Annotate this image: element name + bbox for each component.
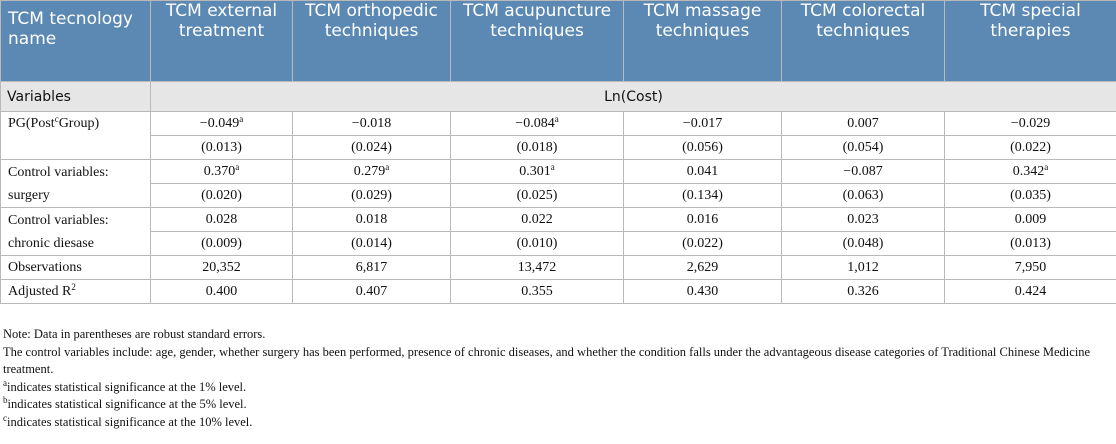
variables-label: Variables	[1, 82, 151, 112]
se-cell: (0.063)	[782, 184, 945, 208]
row-label-pg: PG(Post$^c$Group)	[1, 112, 151, 160]
se-cell: (0.022)	[624, 232, 782, 256]
se-cell: (0.020)	[151, 184, 293, 208]
variables-row	[1, 82, 1116, 112]
r2-cell: 0.326	[782, 280, 945, 304]
header-col-orthopedic: TCM orthopedic techniques	[293, 1, 451, 82]
observations-cell: 20,352	[151, 256, 293, 280]
coef-cell: −0.084$^a$	[451, 112, 624, 136]
se-cell: (0.013)	[151, 136, 293, 160]
r2-cell: 0.424	[945, 280, 1116, 304]
header-col-colorectal: TCM colorectal techniques	[782, 1, 945, 82]
se-cell: (0.010)	[451, 232, 624, 256]
coef-cell: 0.301$^a$	[451, 160, 624, 184]
header-col-acupuncture: TCM acupuncture techniques	[451, 1, 624, 82]
se-cell: (0.025)	[451, 184, 624, 208]
coef-cell: −0.087	[782, 160, 945, 184]
observations-cell: 2,629	[624, 256, 782, 280]
se-cell: (0.009)	[151, 232, 293, 256]
table-row	[1, 280, 1116, 304]
table-row	[1, 232, 1116, 256]
se-cell: (0.022)	[945, 136, 1116, 160]
table-notes	[3, 326, 1115, 431]
header-tech-name: TCM tecnology name	[1, 1, 151, 82]
header-col-external: TCM external treatment	[151, 1, 293, 82]
header-row	[1, 1, 1116, 82]
r2-cell: 0.355	[451, 280, 624, 304]
coef-cell: 0.041	[624, 160, 782, 184]
coef-cell: 0.009	[945, 208, 1116, 232]
r2-cell: 0.407	[293, 280, 451, 304]
coef-cell: −0.018	[293, 112, 451, 136]
footnote-b: $^b$indicates statistical significance at the 5% level.	[3, 395, 247, 411]
row-label-observations: Observations	[1, 256, 151, 280]
se-cell: (0.134)	[624, 184, 782, 208]
header-col-massage: TCM massage techniques	[624, 1, 782, 82]
observations-cell: 6,817	[293, 256, 451, 280]
se-cell: (0.013)	[945, 232, 1116, 256]
coef-cell: −0.017	[624, 112, 782, 136]
coef-cell: 0.016	[624, 208, 782, 232]
table-row	[1, 112, 1116, 136]
se-cell: (0.035)	[945, 184, 1116, 208]
coef-cell: 0.370$^a$	[151, 160, 293, 184]
table-row	[1, 184, 1116, 208]
coef-cell: 0.018	[293, 208, 451, 232]
footnote-a: $^a$indicates statistical significance at the 1% level.	[3, 377, 247, 394]
se-cell: (0.054)	[782, 136, 945, 160]
observations-cell: 1,012	[782, 256, 945, 280]
se-cell: (0.018)	[451, 136, 624, 160]
table-row	[1, 136, 1116, 160]
observations-cell: 13,472	[451, 256, 624, 280]
header-col-special: TCM special therapies	[945, 1, 1116, 82]
coef-cell: −0.029	[945, 112, 1116, 136]
note-control-variables: The control variables include: age, gender, whether surgery has been performed, presence of chronic diseases, and whether the condition falls under the advantageous disease categories of Traditional Chinese Medicine treatment.	[3, 344, 1091, 376]
coef-cell: 0.028	[151, 208, 293, 232]
r2-cell: 0.400	[151, 280, 293, 304]
se-cell: (0.056)	[624, 136, 782, 160]
r2-cell: 0.430	[624, 280, 782, 304]
row-label-surgery: Control variables: surgery	[1, 160, 151, 208]
coef-cell: 0.342$^a$	[945, 160, 1116, 184]
coef-cell: 0.007	[782, 112, 945, 136]
dependent-variable-label: Ln(Cost)	[151, 82, 1116, 112]
se-cell: (0.024)	[293, 136, 451, 160]
coef-cell: 0.022	[451, 208, 624, 232]
coef-cell: −0.049$^a$	[151, 112, 293, 136]
row-label-adjusted-r2: Adjusted $R^2$	[1, 280, 151, 304]
table-row	[1, 256, 1116, 280]
se-cell: (0.048)	[782, 232, 945, 256]
se-cell: (0.029)	[293, 184, 451, 208]
se-cell: (0.014)	[293, 232, 451, 256]
table-row	[1, 208, 1116, 232]
footnote-c: $^c$indicates statistical significance at the 10% level.	[3, 412, 253, 429]
row-label-chronic: Control variables: chronic diesase	[1, 208, 151, 256]
table-row	[1, 160, 1116, 184]
observations-cell: 7,950	[945, 256, 1116, 280]
coef-cell: 0.279$^a$	[293, 160, 451, 184]
note-standard-errors: Note: Data in parentheses are robust standard errors.	[3, 327, 266, 341]
coef-cell: 0.023	[782, 208, 945, 232]
